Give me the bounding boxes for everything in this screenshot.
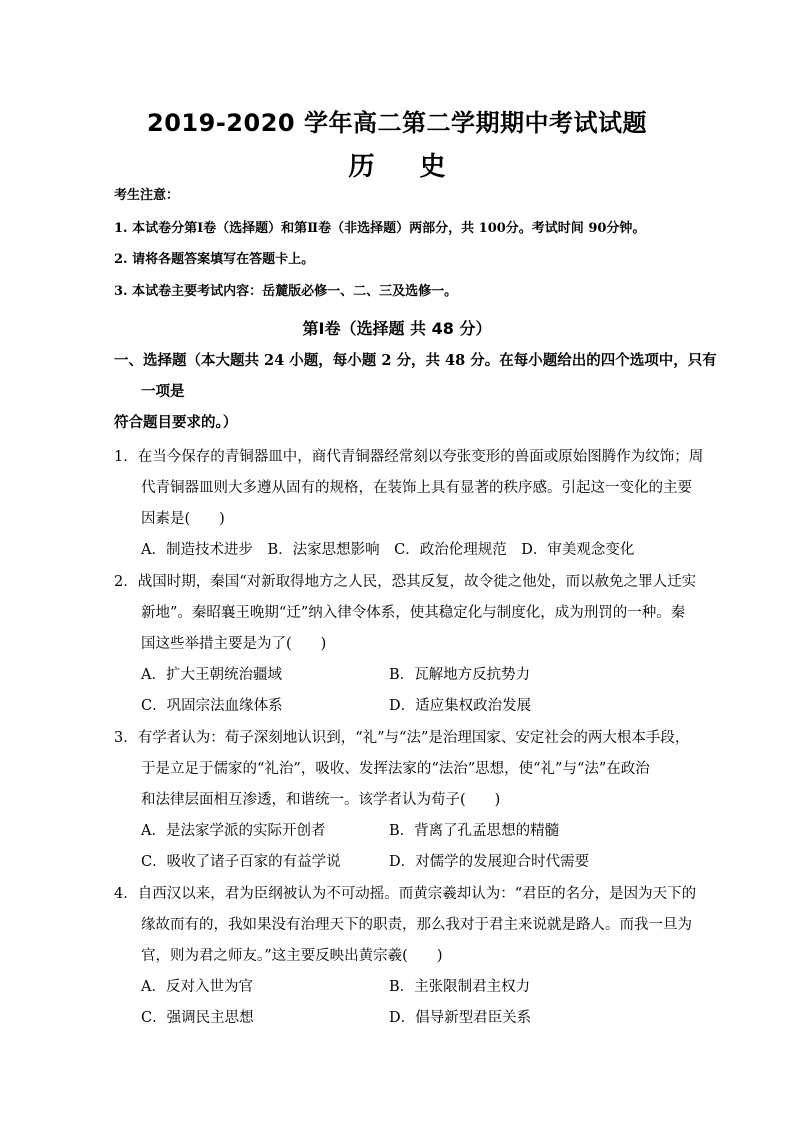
question-3-option-a: A．是法家学派的实际开创者 — [141, 823, 326, 839]
subject-title: 历 史 — [348, 152, 464, 182]
section-title: 第Ⅰ卷（选择题 共 48 分） — [302, 319, 492, 338]
question-3-option-b: B．背离了孔孟思想的精髓 — [389, 823, 560, 839]
question-2-option-c: C．巩固宗法血缘体系 — [141, 698, 283, 714]
question-4-option-a: A．反对入世为官 — [141, 979, 253, 995]
section-instruction-line3: 符合题目要求的。） — [114, 414, 238, 431]
question-3-line1: 3．有学者认为：荀子深刻地认识到，“礼”与“法”是治理国家、安定社会的两大根本手段， — [114, 730, 690, 746]
question-3-line3: 和法律层面相互渗透，和谐统一。该学者认为荀子( ) — [141, 792, 501, 808]
question-1-line3: 因素是( ) — [141, 511, 225, 527]
section-instruction-line1: 一、选择题（本大题共 24 小题，每小题 2 分，共 48 分。在每小题给出的四个选项中，只有 — [114, 352, 717, 369]
question-2-line1: 2．战国时期，秦国“对新取得地方之人民，恐其反复，故令徙之他处，而以赦免之罪人迁实 — [114, 574, 697, 590]
question-1-options: A．制造技术进步 B．法家思想影响 C．政治伦理规范 D．审美观念变化 — [141, 542, 635, 558]
exam-title: 2019-2020 学年高二第二学期期中考试试题 — [147, 109, 647, 137]
notice-item-2: 2. 请将各题答案填写在答题卡上。 — [114, 252, 315, 267]
question-1-line2: 代青铜器皿则大多遵从固有的规格，在装饰上具有显著的秩序感。引起这一变化的主要 — [141, 480, 692, 496]
notice-item-1: 1. 本试卷分第Ⅰ卷（选择题）和第Ⅱ卷（非选择题）两部分，共 100分。考试时间 90分钟。 — [114, 221, 646, 236]
question-4-line2: 缘故而有的，我如果没有治理天下的职责，那么我对于君主来说就是路人。而我一旦为 — [141, 917, 692, 933]
question-2-option-b: B．瓦解地方反抗势力 — [389, 667, 531, 683]
question-4-option-c: C．强调民主思想 — [141, 1010, 254, 1026]
question-2-line2: 新地”。秦昭襄王晚期“迁”纳入律令体系，使其稳定化与制度化，成为刑罚的一种。秦 — [141, 605, 686, 621]
question-2-option-d: D．适应集权政治发展 — [389, 698, 532, 714]
question-2-option-a: A．扩大王朝统治疆域 — [141, 667, 282, 683]
section-instruction-line2: 一项是 — [141, 383, 185, 400]
question-4-line3: 官，则为君之师友。”这主要反映出黄宗羲( ) — [141, 948, 443, 964]
question-4-option-b: B．主张限制君主权力 — [389, 979, 531, 995]
question-1-line1: 1．在当今保存的青铜器皿中，商代青铜器经常刻以夸张变形的兽面或原始图腾作为纹饰；周 — [114, 449, 704, 465]
question-3-option-c: C．吸收了诸子百家的有益学说 — [141, 854, 341, 870]
question-2-line3: 国这些举措主要是为了( ) — [141, 636, 327, 652]
notice-heading: 考生注意： — [114, 188, 180, 203]
question-4-line1: 4．自西汉以来，君为臣纲被认为不可动摇。而黄宗羲却认为：“君臣的名分，是因为天下的 — [114, 886, 697, 902]
question-3-option-d: D．对儒学的发展迎合时代需要 — [389, 854, 590, 870]
question-4-option-d: D．倡导新型君臣关系 — [389, 1010, 532, 1026]
notice-item-3: 3. 本试卷主要考试内容：岳麓版必修一、二、三及选修一。 — [114, 284, 458, 299]
question-3-line2: 于是立足于儒家的“礼治”，吸收、发挥法家的“法治”思想，使“礼”与“法”在政治 — [141, 761, 650, 777]
